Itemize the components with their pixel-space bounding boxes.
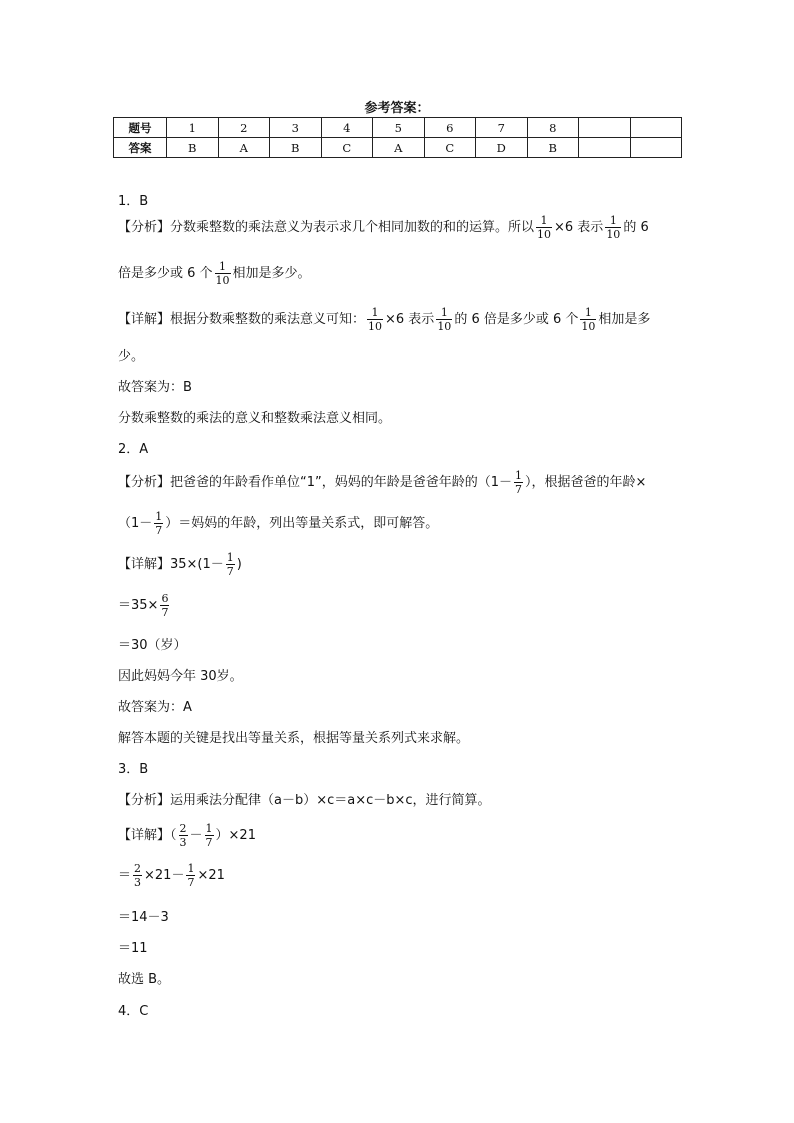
- text: ): [236, 557, 242, 572]
- text: 【详解】根据分数乘整数的乘法意义可知：: [118, 312, 366, 327]
- table-cell: B: [167, 138, 219, 158]
- text: 的 6 倍是多少或 6 个: [454, 312, 579, 327]
- text: ×6 表示: [554, 220, 604, 235]
- text: 【详解】35×(1－: [118, 557, 224, 572]
- q3-detail: [118, 822, 256, 849]
- table-cell: 7: [476, 118, 528, 138]
- denominator: 7: [155, 524, 163, 537]
- q1-detail-cont: 少。: [118, 349, 145, 364]
- fraction: [367, 306, 383, 333]
- denominator: 10: [581, 320, 596, 333]
- q1-analysis-cont: [118, 260, 311, 287]
- table-cell: C: [321, 138, 373, 158]
- table-cell: [630, 138, 682, 158]
- q1-detail: [118, 306, 650, 333]
- text: ＝: [118, 868, 132, 883]
- table-cell: 1: [167, 118, 219, 138]
- table-row: [114, 138, 682, 158]
- text: 倍是多少或 6 个: [118, 266, 213, 281]
- denominator: 7: [187, 876, 195, 889]
- q3-analysis: 【分析】运用乘法分配律（a－b）×c＝a×c－b×c，进行简算。: [118, 793, 491, 808]
- table-header-cell: 答案: [114, 138, 167, 158]
- q3-step1: [118, 862, 225, 889]
- numerator: 1: [536, 214, 552, 228]
- table-cell: 5: [373, 118, 425, 138]
- denominator: 10: [368, 320, 383, 333]
- table-cell: B: [270, 138, 322, 158]
- q2-step1: [118, 592, 171, 619]
- denominator: 7: [205, 836, 213, 849]
- numerator: 1: [155, 510, 163, 523]
- table-cell: 3: [270, 118, 322, 138]
- fraction: [605, 214, 621, 241]
- numerator: 1: [187, 862, 195, 875]
- table-header-cell: 题号: [114, 118, 167, 138]
- fraction: [186, 862, 195, 889]
- text: 相加是多: [598, 312, 651, 327]
- table-cell: D: [476, 138, 528, 158]
- fraction: [179, 822, 188, 849]
- numerator: 1: [367, 306, 383, 320]
- table-cell: 4: [321, 118, 373, 138]
- table-cell: 8: [527, 118, 579, 138]
- text: ＝35×: [118, 598, 159, 613]
- numerator: 1: [605, 214, 621, 228]
- table-cell: 6: [424, 118, 476, 138]
- denominator: 3: [134, 876, 142, 889]
- q3-step2: ＝14－3: [118, 910, 169, 925]
- text: ×21－: [144, 868, 185, 883]
- denominator: 10: [215, 274, 230, 287]
- fraction: [436, 306, 452, 333]
- numerator: 1: [580, 306, 596, 320]
- fraction: [154, 510, 163, 537]
- q3-answer: 故选 B。: [118, 972, 171, 987]
- q4-number: 4．C: [118, 1004, 149, 1019]
- numerator: 2: [179, 822, 187, 835]
- fraction: [205, 822, 214, 849]
- denominator: 7: [161, 606, 169, 619]
- q1-note: 分数乘整数的乘法的意义和整数乘法意义相同。: [118, 411, 392, 426]
- numerator: 1: [226, 551, 234, 564]
- fraction: [514, 469, 523, 496]
- text: ）×21: [215, 828, 256, 843]
- q2-analysis: [118, 469, 646, 496]
- numerator: 1: [436, 306, 452, 320]
- q2-detail: [118, 551, 242, 578]
- text: ），根据爸爸的年龄×: [525, 475, 647, 490]
- text: ）＝妈妈的年龄，列出等量关系式，即可解答。: [165, 516, 439, 531]
- q3-step3: ＝11: [118, 941, 148, 956]
- page-title: 参考答案：: [364, 101, 430, 116]
- answer-table: [113, 117, 682, 158]
- q2-step2: ＝30（岁）: [118, 638, 187, 653]
- numerator: 2: [134, 862, 142, 875]
- text: －: [189, 828, 203, 843]
- q2-analysis-cont: [118, 510, 438, 537]
- text: （1－: [118, 516, 153, 531]
- table-cell: B: [527, 138, 579, 158]
- q1-analysis: [118, 214, 649, 241]
- numerator: 1: [205, 822, 213, 835]
- text: 的 6: [623, 220, 649, 235]
- text: ×6 表示: [385, 312, 435, 327]
- table-cell: 2: [218, 118, 270, 138]
- text: 【分析】把爸爸的年龄看作单位“1”，妈妈的年龄是爸爸年龄的（1－: [118, 475, 513, 490]
- table-cell: [630, 118, 682, 138]
- denominator: 10: [437, 320, 452, 333]
- denominator: 7: [515, 483, 523, 496]
- denominator: 3: [179, 836, 187, 849]
- fraction: [133, 862, 142, 889]
- q2-note: 解答本题的关键是找出等量关系，根据等量关系列式来求解。: [118, 731, 470, 746]
- fraction: [215, 260, 231, 287]
- table-cell: A: [218, 138, 270, 158]
- q2-conclusion: 因此妈妈今年 30岁。: [118, 669, 243, 684]
- table-cell: [579, 118, 631, 138]
- q2-answer: 故答案为：A: [118, 700, 192, 715]
- text: 相加是多少。: [232, 266, 311, 281]
- fraction: [160, 592, 169, 619]
- numerator: 6: [161, 592, 169, 605]
- fraction: [536, 214, 552, 241]
- q1-answer: 故答案为：B: [118, 380, 192, 395]
- denominator: 10: [606, 228, 621, 241]
- text: 【分析】分数乘整数的乘法意义为表示求几个相同加数的和的运算。所以: [118, 220, 535, 235]
- fraction: [580, 306, 596, 333]
- denominator: 7: [226, 565, 234, 578]
- text: ×21: [197, 868, 225, 883]
- table-row: [114, 118, 682, 138]
- q1-number: 1．B: [118, 194, 149, 209]
- numerator: 1: [215, 260, 231, 274]
- numerator: 1: [515, 469, 523, 482]
- table-cell: A: [373, 138, 425, 158]
- denominator: 10: [537, 228, 552, 241]
- table-cell: C: [424, 138, 476, 158]
- fraction: [226, 551, 235, 578]
- q3-number: 3．B: [118, 762, 149, 777]
- text: 【详解】（: [118, 828, 177, 843]
- q2-number: 2．A: [118, 442, 149, 457]
- table-cell: [579, 138, 631, 158]
